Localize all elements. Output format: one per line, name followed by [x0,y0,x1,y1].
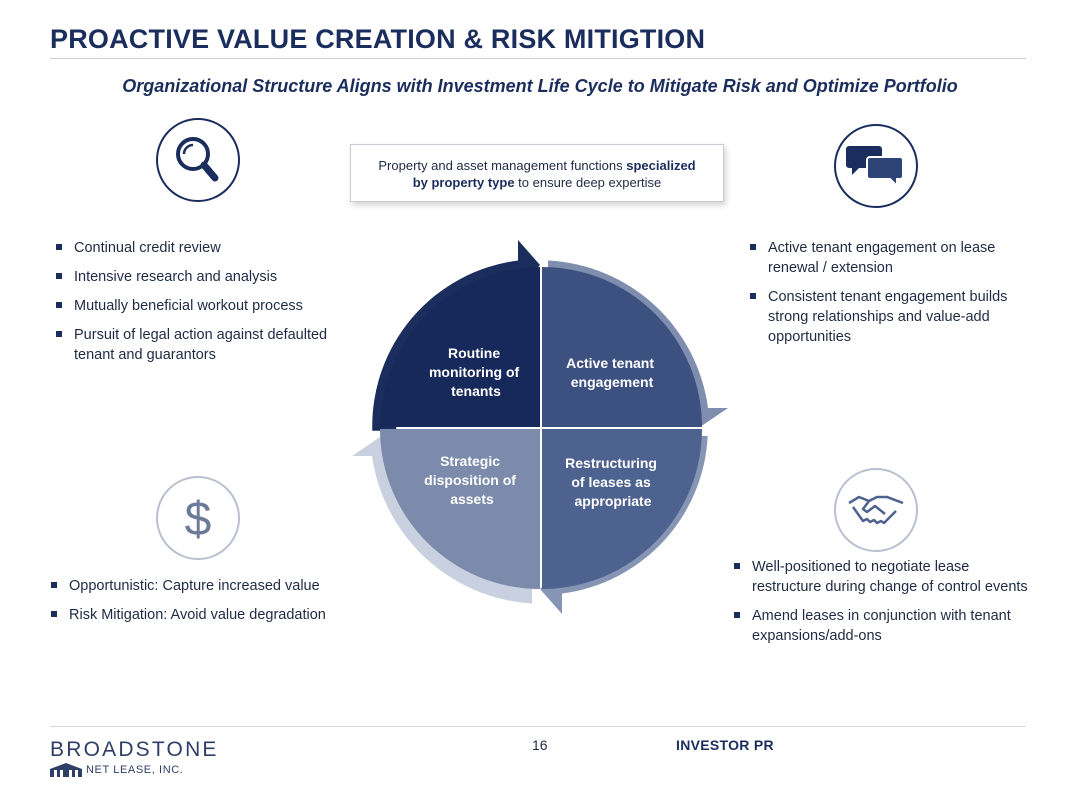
callout-box [350,144,724,202]
page-number: 16 [532,737,548,753]
list-item: Amend leases in conjunction with tenant expansions/add-ons [732,606,1032,646]
list-item: Pursuit of legal action against defaulted tenant and guarantors [54,325,354,365]
bullets-bottom-right [732,557,1032,655]
bullets-top-left [54,238,354,374]
list-item: Mutually beneficial workout process [54,296,354,316]
quadrant-top-right [542,267,702,427]
quadrant-label-bottom-right: Restructuring of leases as appropriate [565,455,657,509]
list-item: Intensive research and analysis [54,267,354,287]
list-item: Well-positioned to negotiate lease restructure during change of control events [732,557,1032,597]
list-item: Opportunistic: Capture increased value [49,576,349,596]
list-item: Continual credit review [54,238,354,258]
quadrant-label-top-left: Routine monitoring of tenants [428,345,520,399]
list-item: Consistent tenant engagement builds strong relationships and value-add opportunities [748,287,1038,347]
svg-text:$: $ [184,493,212,546]
brand-subtitle: NET LEASE, INC. [86,764,184,776]
dollar-icon [156,476,240,560]
bullets-bottom-left [49,576,349,634]
investor-label: INVESTOR PR [676,737,774,753]
quadrant-label-bottom-left: Strategic disposition of assets [424,453,516,507]
footer-divider [50,726,1026,727]
brand-logo-text: BROADSTONE [50,738,219,761]
page-title: PROACTIVE VALUE CREATION & RISK MITIGTION [50,24,706,54]
handshake-icon [834,468,918,552]
page-subtitle: Organizational Structure Aligns with Investment Life Cycle to Mitigate Risk and Optimize Portfolio [122,76,958,96]
quadrant-bottom-right [542,429,702,589]
callout-line-2: by property type to ensure deep expertise [412,175,662,190]
life-cycle-diagram [330,222,750,642]
bullets-top-right [748,238,1038,356]
list-item: Active tenant engagement on lease renewal / extension [748,238,1038,278]
list-item: Risk Mitigation: Avoid value degradation [49,605,349,625]
title-divider [50,58,1026,59]
callout-line-1: Property and asset management functions specialized [378,158,696,173]
magnifier-icon [156,118,240,202]
building-icon [50,763,82,777]
chat-bubbles-icon [834,124,918,208]
quadrant-label-top-right: Active tenant engagement [566,355,655,390]
